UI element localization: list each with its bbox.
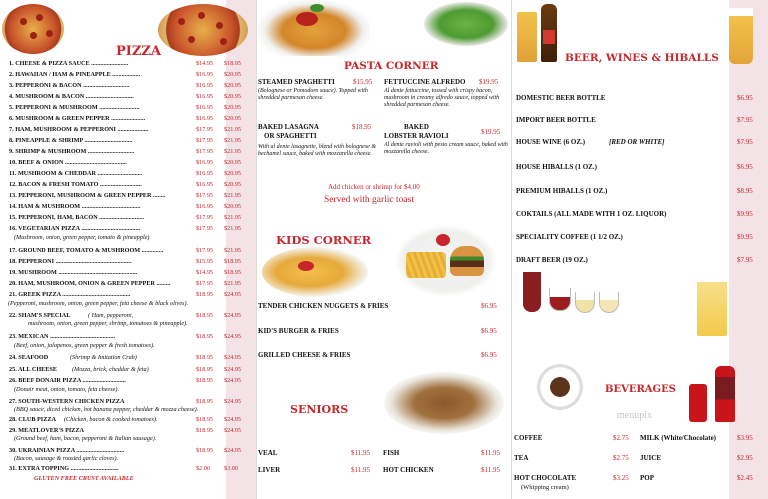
pizza-price-lg: $20.95 xyxy=(224,181,242,188)
pizza-price-lg: $24.95 xyxy=(224,291,242,298)
seniors-photo xyxy=(384,372,504,434)
pizza-price-med: $17.95 xyxy=(196,225,214,232)
pizza-item-desc: (Ground beef, ham, bacon, pepperoni & Italian sausage). xyxy=(14,435,157,442)
pizza-price-lg: $24.95 xyxy=(224,312,242,319)
pizza-price-med: $18.95 xyxy=(196,427,214,434)
kids-item-2-name: GRILLED CHEESE & FRIES xyxy=(258,351,351,359)
kids-title: KIDS CORNER xyxy=(276,233,372,247)
pizza-price-med: $16.95 xyxy=(196,104,214,111)
pizza-item-desc: (Chicken, bacon & cooked tomatoes). xyxy=(64,416,158,423)
seniors-item-1-name: FISH xyxy=(383,449,400,457)
bev-right-2-name: POP xyxy=(640,474,654,482)
pizza-price-med: $17.95 xyxy=(196,192,214,199)
beer-item-price: $7.95 xyxy=(737,116,753,124)
pizza-photo-right xyxy=(158,4,248,56)
pizza-price-med: $14.95 xyxy=(196,60,214,67)
pizza-photo-left xyxy=(2,4,64,54)
pizza-item-desc: (Bacon, sausage & roasted garlic cloves). xyxy=(14,455,119,462)
lasagna-name2: OR SPAGHETTI xyxy=(264,132,317,140)
pizza-item-name: 15. PEPPERONI, HAM, BACON ............................. xyxy=(9,214,145,221)
pizza-item-desc: (Shrimp & Imitation Crab) xyxy=(70,354,137,361)
pizza-item-name: 11. MUSHROOM & CHEDDAR ............................. xyxy=(9,170,143,177)
seniors-item-3-name: HOT CHICKEN xyxy=(383,466,434,474)
pizza-price-med: $18.95 xyxy=(196,291,214,298)
bev-left-2-name: HOT CHOCOLATE xyxy=(514,474,577,482)
beer-title: BEER, WINES & HIBALLS xyxy=(565,52,719,64)
pizza-price-lg: $24.95 xyxy=(224,427,242,434)
beer-item-name: DRAFT BEER (19 OZ.) xyxy=(516,256,588,264)
pizza-item-desc: (Donair meat, onion, tomato, feta cheese). xyxy=(14,386,119,393)
pizza-item-name: 14. HAM & MUSHROOM ...................................... xyxy=(9,203,141,210)
bev-right-0-price: $3.95 xyxy=(737,434,753,442)
pizza-price-lg: $21.95 xyxy=(224,214,242,221)
cocktail-glass-icon xyxy=(697,276,727,336)
ravioli-price: $19.95 xyxy=(481,128,501,136)
bev-right-1-name: JUICE xyxy=(640,454,662,462)
pizza-price-med: $17.95 xyxy=(196,247,214,254)
pizza-title: PIZZA xyxy=(116,44,161,59)
ravioli-name1: BAKED xyxy=(404,123,429,131)
beer-item-extra: [RED OR WHITE] xyxy=(609,138,665,146)
pizza-item-name: 7. HAM, MUSHROOM & PEPPERONI .................... xyxy=(9,126,149,133)
seniors-title: SENIORS xyxy=(290,403,349,416)
price-stripe xyxy=(729,0,768,499)
pizza-price-lg: $20.95 xyxy=(224,203,242,210)
seniors-item-2-price: $11.95 xyxy=(351,466,370,474)
pizza-price-med: $18.95 xyxy=(196,416,214,423)
pizza-price-lg: $20.95 xyxy=(224,71,242,78)
pizza-price-med: $16.95 xyxy=(196,181,214,188)
pizza-item-desc: (Pepperoni, mushroom, onion, green pepper, feta cheese & black olives). xyxy=(8,300,189,307)
pizza-item-name: 10. BEEF & ONION ........................................ xyxy=(9,159,127,166)
pizza-price-lg: $24.95 xyxy=(224,416,242,423)
pizza-price-lg: $20.95 xyxy=(224,93,242,100)
pizza-price-med: $16.95 xyxy=(196,82,214,89)
pizza-item-desc: ( Ham, pepperoni, xyxy=(88,312,134,319)
beer-glass-icon xyxy=(517,12,537,62)
pizza-price-lg: $20.95 xyxy=(224,115,242,122)
pizza-item-name: 23. MEXICAN .......................................... xyxy=(9,333,116,340)
pizza-price-lg: $21.95 xyxy=(224,225,242,232)
burger-photo xyxy=(396,226,496,296)
steamed-price: $15.95 xyxy=(353,78,373,86)
lasagna-name1: BAKED LASAGNA xyxy=(258,123,319,131)
kids-item-1-name: KID'S BURGER & FRIES xyxy=(258,327,339,335)
pizza-item-name: 1. CHEESE & PIZZA SAUCE ........................ xyxy=(9,60,129,67)
pizza-price-lg: $18.95 xyxy=(224,60,242,67)
pizza-price-lg: $24.95 xyxy=(224,333,242,340)
middle-column xyxy=(256,0,511,499)
beer-item-price: $9.95 xyxy=(737,210,753,218)
pizza-price-lg: $20.95 xyxy=(224,159,242,166)
pizza-item-name: 29. MEATLOVER'S PIZZA xyxy=(9,427,85,434)
beer-item-price: $8.95 xyxy=(737,187,753,195)
pizza-price-lg: $24.95 xyxy=(224,398,242,405)
bev-left-0-price: $2.75 xyxy=(613,434,629,442)
pizza-price-med: $18.95 xyxy=(196,354,214,361)
pizza-item-name: 20. HAM, MUSHROOM, ONION & GREEN PEPPER ......... xyxy=(9,280,171,287)
fettuccine-price: $19.95 xyxy=(479,78,499,86)
beer-glass-icon xyxy=(729,8,753,64)
beer-item-price: $7.95 xyxy=(737,138,753,146)
ravioli-photo xyxy=(424,2,508,46)
pizza-item-name: 25. ALL CHEESE xyxy=(9,366,57,373)
pizza-item-name: 17. GROUND BEEF, TOMATO & MUSHROOM .............. xyxy=(9,247,164,254)
beer-item-name: SPECIALITY COFFEE (1 1/2 OZ.) xyxy=(516,233,623,241)
pasta-addon: Add chicken or shrimp for $4.00 xyxy=(328,183,420,191)
pizza-item-name: 13. PEPPERONI, MUSHROOM & GREEN PEPPER ........ xyxy=(9,192,166,199)
pizza-price-lg: $21.95 xyxy=(224,280,242,287)
watermark: menupix xyxy=(617,410,652,421)
spaghetti-photo xyxy=(258,0,370,56)
pizza-price-lg: $21.95 xyxy=(224,148,242,155)
pizza-item-name: 21. GREEK PIZZA ............................................ xyxy=(9,291,131,298)
steamed-desc: (Bolognese or Pomodoro sauce). Topped with shredded parmesan cheese. xyxy=(258,88,368,101)
pizza-item-name: 19. MUSHROOM ................................................... xyxy=(9,269,138,276)
pizza-item-name: 8. PINEAPPLE & SHRIMP ............................... xyxy=(9,137,133,144)
beer-item-name: PREMIUM HIBALLS (1 OZ.) xyxy=(516,187,608,195)
bev-right-2-price: $2.45 xyxy=(737,474,753,482)
seniors-item-2-name: LIVER xyxy=(258,466,281,474)
beer-item-name: HOUSE WINE (6 OZ.) xyxy=(516,138,586,146)
beer-item-name: HOUSE HIBALLS (1 OZ.) xyxy=(516,163,597,171)
pizza-item-name: 30. UKRAINIAN PIZZA ............................... xyxy=(9,447,125,454)
kids-item-0-price: $6.95 xyxy=(481,302,497,310)
milk-bottle-icon xyxy=(715,366,735,422)
pizza-item-name: 5. PEPPERONI & MUSHROOM .......................... xyxy=(9,104,140,111)
pizza-price-lg: $18.95 xyxy=(224,258,242,265)
pizza-item-name: 24. SEAFOOD xyxy=(9,354,49,361)
pasta-title: PASTA CORNER xyxy=(344,60,439,72)
seniors-item-3-price: $11.95 xyxy=(481,466,500,474)
bev-left-2-sub: (Whipping cream) xyxy=(521,484,569,491)
kids-item-1-price: $6.95 xyxy=(481,327,497,335)
pizza-price-lg: $20.95 xyxy=(224,82,242,89)
pizza-price-med: $18.95 xyxy=(196,447,214,454)
beer-bottle-icon xyxy=(541,4,557,62)
pizza-price-lg: $20.95 xyxy=(224,104,242,111)
pizza-price-med: $17.95 xyxy=(196,148,214,155)
gluten-free-note: GLUTEN FREE CRUST AVAILABLE xyxy=(34,475,134,482)
pizza-price-med: $16.95 xyxy=(196,203,214,210)
fettuccine-desc: Al dente fettuccine, tossed with crispy bacon, mushroom in creamy alfredo sauce, topped with shredded parmesan cheese. xyxy=(384,88,500,108)
bev-left-1-price: $2.75 xyxy=(613,454,629,462)
pizza-item-name: 22. SHAM'S SPECIAL xyxy=(9,312,71,319)
ravioli-name2: LOBSTER RAVIOLI xyxy=(384,132,449,140)
beer-item-name: COKTAILS (ALL MADE WITH 1 OZ. LIQUOR) xyxy=(516,210,667,218)
bev-right-0-name: MILK (White/Chocolate) xyxy=(640,434,717,442)
bev-left-2-price: $3.25 xyxy=(613,474,629,482)
pizza-item-name: 18. PEPPERONI ................................................. xyxy=(9,258,132,265)
ravioli-desc: Al dente ravioli with pesto cream sauce, baked with mozzarella cheese. xyxy=(384,142,508,155)
beer-item-price: $6.95 xyxy=(737,163,753,171)
pizza-item-name: 12. BACON & FRESH TOMATO ........................... xyxy=(9,181,142,188)
pizza-price-lg: $21.95 xyxy=(224,192,242,199)
pizza-price-lg: $18.95 xyxy=(224,269,242,276)
seniors-item-0-name: VEAL xyxy=(258,449,278,457)
pizza-price-lg: $3.00 xyxy=(224,465,238,472)
pizza-price-lg: $24.95 xyxy=(224,366,242,373)
bev-right-1-price: $2.95 xyxy=(737,454,753,462)
beer-item-name: IMPORT BEER BOTTLE xyxy=(516,116,596,124)
pizza-price-lg: $21.95 xyxy=(224,247,242,254)
pizza-price-med: $18.95 xyxy=(196,377,214,384)
lasagna-desc: With al dente lasagnette, blend with bolognese & bechamel sauce, baked with mozzarella cheese. xyxy=(258,144,376,157)
bev-left-0-name: COFFEE xyxy=(514,434,543,442)
beer-item-price: $9.95 xyxy=(737,233,753,241)
beverages-title: BEVERAGES xyxy=(605,384,676,395)
pizza-price-med: $2.00 xyxy=(196,465,210,472)
pizza-price-med: $17.95 xyxy=(196,126,214,133)
pizza-price-med: $18.95 xyxy=(196,398,214,405)
pizza-price-lg: $24.95 xyxy=(224,377,242,384)
pizza-price-lg: $24.95 xyxy=(224,447,242,454)
pizza-item-name: 3. PEPPERONI & BACON .............................. xyxy=(9,82,130,89)
pizza-item-name: 28. CLUB PIZZA xyxy=(9,416,56,423)
pizza-item-desc: (Mushroom, onion, green pepper, tomato & pineapple) xyxy=(14,234,150,241)
pizza-item-name: 26. BEEF DONAIR PIZZA ............................ xyxy=(9,377,126,384)
pizza-item-desc: (BBQ sauce, diced chicken, hot banana pepper, cheddar & mozza cheese). xyxy=(14,406,199,413)
fettuccine-name: FETTUCCINE ALFREDO xyxy=(384,78,466,86)
pizza-item-desc: (Beef, onion, jalapenos, green pepper & fresh tomatoes). xyxy=(14,342,155,349)
pizza-item-name: 27. SOUTH-WESTERN CHICKEN PIZZA xyxy=(9,398,125,405)
pasta-garlic: Served with garlic toast xyxy=(324,195,414,205)
pizza-price-med: $16.95 xyxy=(196,159,214,166)
lasagna-price: $18.95 xyxy=(352,123,372,131)
nuggets-photo xyxy=(262,247,368,297)
pizza-price-med: $18.95 xyxy=(196,366,214,373)
pizza-price-med: $17.95 xyxy=(196,280,214,287)
pizza-item-name: 9. SHRIMP & MUSHROOM .............................. xyxy=(9,148,135,155)
pizza-price-med: $16.95 xyxy=(196,71,214,78)
bev-left-1-name: TEA xyxy=(514,454,529,462)
pizza-price-lg: $21.95 xyxy=(224,137,242,144)
pizza-column xyxy=(0,0,256,499)
pizza-item-name: 4. MUSHROOM & BACON ............................... xyxy=(9,93,134,100)
beer-item-name: DOMESTIC BEER BOTTLE xyxy=(516,94,606,102)
pizza-item-name: 6. MUSHROOM & GREEN PEPPER ...................... xyxy=(9,115,146,122)
pizza-price-med: $16.95 xyxy=(196,115,214,122)
soda-can-icon xyxy=(689,384,707,422)
pizza-price-med: $18.95 xyxy=(196,333,214,340)
wine-glasses-icon xyxy=(515,270,625,344)
pizza-item-name: 16. VEGETARIAN PIZZA ...................................... xyxy=(9,225,141,232)
kids-item-2-price: $6.95 xyxy=(481,351,497,359)
pizza-price-med: $18.95 xyxy=(196,312,214,319)
seniors-item-1-price: $11.95 xyxy=(481,449,500,457)
pizza-price-lg: $24.95 xyxy=(224,354,242,361)
seniors-item-0-price: $11.95 xyxy=(351,449,370,457)
pizza-item-desc: mushroom, onion, green pepper, shrimp, tomatoes & pineapple). xyxy=(28,320,188,327)
pizza-price-med: $16.95 xyxy=(196,93,214,100)
beer-item-price: $6.95 xyxy=(737,94,753,102)
pizza-item-desc: (Mozza, brick, cheddar & feta) xyxy=(72,366,149,373)
coffee-cup-icon xyxy=(537,364,583,410)
drinks-column xyxy=(511,0,768,499)
pizza-item-name: 31. EXTRA TOPPING ............................... xyxy=(9,465,119,472)
pizza-price-med: $14.95 xyxy=(196,269,214,276)
pizza-price-med: $15.95 xyxy=(196,258,214,265)
pizza-price-med: $17.95 xyxy=(196,137,214,144)
pizza-price-med: $16.95 xyxy=(196,170,214,177)
pizza-price-lg: $20.95 xyxy=(224,170,242,177)
beer-item-price: $7.95 xyxy=(737,256,753,264)
pizza-price-med: $17.95 xyxy=(196,214,214,221)
kids-item-0-name: TENDER CHICKEN NUGGETS & FRIES xyxy=(258,302,389,310)
pizza-item-name: 2. HAWAIIAN / HAM & PINEAPPLE .................. xyxy=(9,71,141,78)
pizza-price-lg: $21.95 xyxy=(224,126,242,133)
steamed-name: STEAMED SPAGHETTI xyxy=(258,78,335,86)
